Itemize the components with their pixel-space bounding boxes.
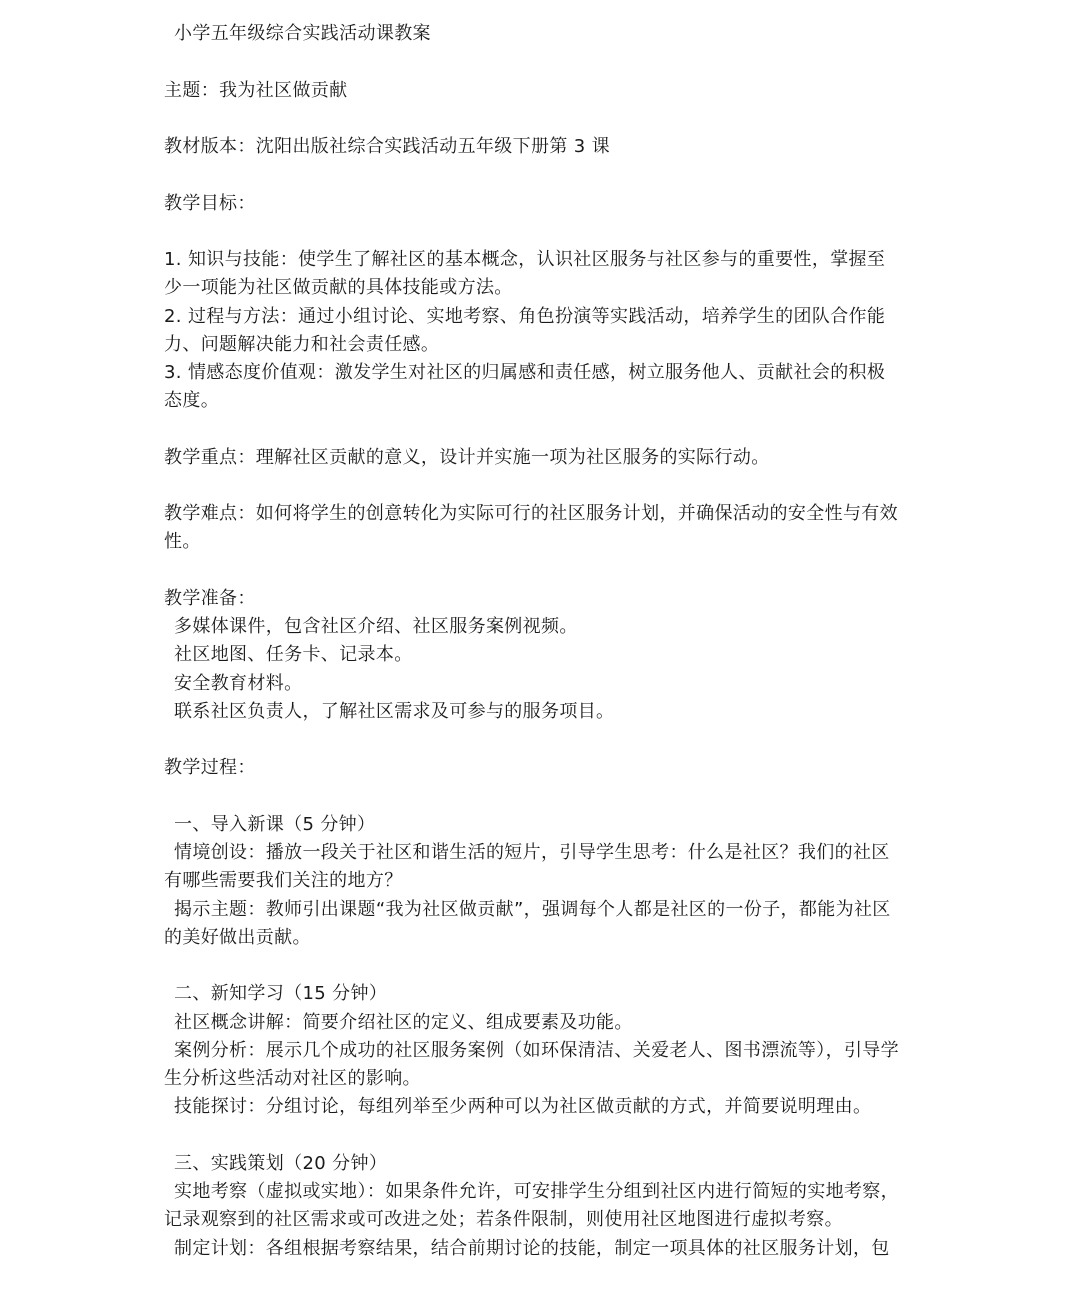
document-title: 小学五年级综合实践活动课教案 [174,23,431,44]
prep-heading: 教学准备： [164,588,256,609]
goals-line: 2. 过程与方法：通过小组讨论、实地考察、角色扮演等实践活动，培养学生的团队合作能 [164,306,886,327]
difficulty-line: 教学难点：如何将学生的创意转化为实际可行的社区服务计划，并确保活动的安全性与有效 [164,503,898,524]
section1-line: 揭示主题：教师引出课题“我为社区做贡献”，强调每个人都是社区的一份子，都能为社区 [174,899,891,920]
section3-line: 实地考察（虚拟或实地）：如果条件允许，可安排学生分组到社区内进行简短的实地考察， [174,1181,899,1202]
goals-line: 态度。 [164,390,220,411]
prep-item: 多媒体课件，包含社区介绍、社区服务案例视频。 [174,616,578,637]
section2-line: 技能探讨：分组讨论，每组列举至少两种可以为社区做贡献的方式，并简要说明理由。 [174,1096,872,1117]
section3-line: 制定计划：各组根据考察结果，结合前期讨论的技能，制定一项具体的社区服务计划，包 [174,1238,890,1259]
prep-item: 联系社区负责人，了解社区需求及可参与的服务项目。 [174,701,615,722]
prep-item: 安全教育材料。 [174,673,303,694]
difficulty-line: 性。 [164,531,201,552]
process-heading: 教学过程： [164,757,256,778]
section1-line: 情境创设：播放一段关于社区和谐生活的短片，引导学生思考：什么是社区？我们的社区 [174,842,890,863]
section2-title: 二、新知学习（15 分钟） [174,983,388,1004]
section2-line: 社区概念讲解：简要介绍社区的定义、组成要素及功能。 [174,1012,633,1033]
edition-line: 教材版本：沈阳出版社综合实践活动五年级下册第 3 课 [164,136,610,157]
section3-line: 记录观察到的社区需求或可改进之处；若条件限制，则使用社区地图进行虚拟考察。 [164,1209,843,1230]
section1-line: 的美好做出贡献。 [164,927,311,948]
section1-title: 一、导入新课（5 分钟） [174,814,376,835]
theme-line: 主题：我为社区做贡献 [164,80,348,101]
section1-line: 有哪些需要我们关注的地方？ [164,870,403,891]
goals-heading: 教学目标： [164,193,256,214]
section2-line: 案例分析：展示几个成功的社区服务案例（如环保清洁、关爱老人、图书漂流等），引导学 [174,1040,899,1061]
goals-line: 少一项能为社区做贡献的具体技能或方法。 [164,277,513,298]
section3-title: 三、实践策划（20 分钟） [174,1153,388,1174]
prep-item: 社区地图、任务卡、记录本。 [174,644,413,665]
goals-line: 力、问题解决能力和社会责任感。 [164,334,440,355]
key-point-line: 教学重点：理解社区贡献的意义，设计并实施一项为社区服务的实际行动。 [164,447,770,468]
section2-line: 生分析这些活动对社区的影响。 [164,1068,421,1089]
goals-line: 3. 情感态度价值观：激发学生对社区的归属感和责任感，树立服务他人、贡献社会的积极 [164,362,886,383]
goals-line: 1. 知识与技能：使学生了解社区的基本概念，认识社区服务与社区参与的重要性，掌握至 [164,249,886,270]
